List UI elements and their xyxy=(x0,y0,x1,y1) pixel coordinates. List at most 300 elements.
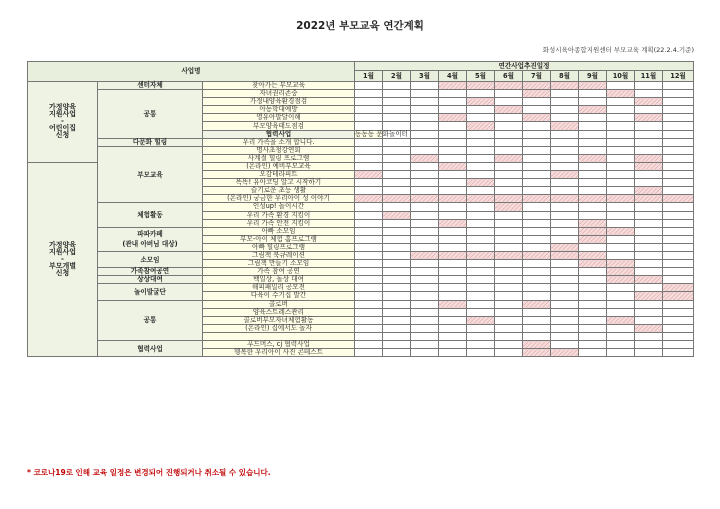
month-cell xyxy=(467,235,495,243)
program-name: 아빠 힐링프로그램 xyxy=(203,243,355,251)
month-cell xyxy=(495,268,523,276)
month-cell xyxy=(523,122,551,130)
month-cell xyxy=(523,187,551,195)
month-cell xyxy=(439,138,467,146)
scheduled-month-cell xyxy=(579,195,607,203)
month-cell xyxy=(495,122,523,130)
month-cell xyxy=(663,187,694,195)
month-cell xyxy=(411,268,439,276)
month-cell xyxy=(579,122,607,130)
month-cell xyxy=(439,268,467,276)
scheduled-month-cell xyxy=(607,90,635,98)
month-cell xyxy=(523,276,551,284)
month-cell xyxy=(411,146,439,154)
month-cell xyxy=(355,341,383,349)
month-cell xyxy=(607,243,635,251)
month-cell xyxy=(579,146,607,154)
scheduled-month-cell xyxy=(551,349,579,357)
program-name: 동동동 문화놀이터 xyxy=(355,129,409,138)
month-cell xyxy=(467,90,495,98)
month-cell xyxy=(607,211,635,219)
month-cell xyxy=(635,90,663,98)
month-cell xyxy=(663,154,694,162)
scheduled-month-cell xyxy=(467,82,495,90)
program-name: 인성up! 놀이시간 xyxy=(203,203,355,211)
month-cell xyxy=(663,332,694,340)
scheduled-month-cell xyxy=(467,179,495,187)
month-cell xyxy=(607,219,635,227)
month-cell xyxy=(355,243,383,251)
month-cell xyxy=(383,349,411,357)
month-cell xyxy=(579,171,607,179)
scheduled-month-cell xyxy=(355,195,383,203)
scheduled-month-cell xyxy=(635,276,663,284)
month-cell xyxy=(607,203,635,211)
month-cell xyxy=(663,276,694,284)
month-cell xyxy=(439,211,467,219)
month-cell xyxy=(663,235,694,243)
month-cell xyxy=(495,324,523,332)
month-cell xyxy=(355,187,383,195)
month-cell xyxy=(663,82,694,90)
month-cell xyxy=(607,171,635,179)
scheduled-month-cell xyxy=(495,195,523,203)
month-cell xyxy=(607,154,635,162)
month-header: 3월 xyxy=(411,71,439,82)
month-cell xyxy=(467,171,495,179)
month-cell xyxy=(523,106,551,114)
program-name: 슬기로운 초등 생활 xyxy=(203,187,355,195)
month-cell xyxy=(495,219,523,227)
month-cell xyxy=(663,243,694,251)
program-name: 우리 가족을 소개 합니다. xyxy=(203,138,355,146)
month-cell xyxy=(579,187,607,195)
month-cell xyxy=(635,179,663,187)
document-subtitle: 화성시육아종합지원센터 부모교육 계획(22.2.4.기준) xyxy=(542,46,694,54)
annual-plan-table xyxy=(27,61,694,357)
scheduled-month-cell xyxy=(635,154,663,162)
month-cell xyxy=(635,211,663,219)
month-cell xyxy=(495,284,523,292)
category-label: 공통 xyxy=(98,300,203,340)
scheduled-month-cell xyxy=(467,98,495,106)
month-cell xyxy=(355,219,383,227)
month-cell xyxy=(551,146,579,154)
month-cell xyxy=(467,349,495,357)
category-label: 협력사업 xyxy=(203,130,355,138)
month-cell xyxy=(607,251,635,259)
month-cell xyxy=(439,203,467,211)
month-cell xyxy=(635,341,663,349)
month-cell xyxy=(411,227,439,235)
month-cell xyxy=(411,187,439,195)
month-cell xyxy=(523,130,551,138)
scheduled-month-cell xyxy=(495,154,523,162)
program-name: 아동학대예방 xyxy=(203,106,355,114)
month-cell xyxy=(355,162,383,170)
month-header: 11월 xyxy=(635,71,663,82)
table-row xyxy=(28,268,694,276)
month-cell xyxy=(663,138,694,146)
program-name: 영유아발달이해 xyxy=(203,114,355,122)
month-cell xyxy=(579,349,607,357)
program-name: 사계절 힐링 프로그램 xyxy=(203,154,355,162)
scheduled-month-cell xyxy=(607,268,635,276)
scheduled-month-cell xyxy=(635,324,663,332)
month-cell xyxy=(411,106,439,114)
month-cell xyxy=(523,316,551,324)
month-cell xyxy=(663,251,694,259)
scheduled-month-cell xyxy=(523,90,551,98)
month-cell xyxy=(663,162,694,170)
month-cell xyxy=(355,203,383,211)
scheduled-month-cell xyxy=(607,316,635,324)
month-cell xyxy=(523,203,551,211)
month-cell xyxy=(495,300,523,308)
month-cell xyxy=(411,324,439,332)
month-cell xyxy=(467,292,495,300)
month-cell xyxy=(635,106,663,114)
month-cell xyxy=(495,98,523,106)
program-name: 가족 참여 공연 xyxy=(203,268,355,276)
month-cell xyxy=(355,179,383,187)
month-cell xyxy=(579,268,607,276)
program-name: 백일상, 돌상 대여 xyxy=(203,276,355,284)
table-row xyxy=(28,227,694,235)
month-cell xyxy=(355,251,383,259)
month-cell xyxy=(551,300,579,308)
month-cell xyxy=(551,179,579,187)
month-cell xyxy=(355,332,383,340)
program-name: 그림책 만들기 소모임 xyxy=(203,260,355,268)
month-cell xyxy=(383,243,411,251)
month-header: 9월 xyxy=(579,71,607,82)
month-cell xyxy=(439,179,467,187)
month-cell xyxy=(439,146,467,154)
program-name: 해피패밀리 공모전 xyxy=(203,284,355,292)
scheduled-month-cell xyxy=(495,203,523,211)
scheduled-month-cell xyxy=(663,284,694,292)
month-cell xyxy=(579,243,607,251)
month-cell xyxy=(551,203,579,211)
program-name: 양육스트레스관리 xyxy=(203,308,355,316)
month-cell xyxy=(439,284,467,292)
scheduled-month-cell xyxy=(635,292,663,300)
month-cell xyxy=(523,268,551,276)
month-cell xyxy=(523,211,551,219)
month-cell xyxy=(551,114,579,122)
scheduled-month-cell xyxy=(579,106,607,114)
month-cell xyxy=(467,260,495,268)
month-cell xyxy=(411,171,439,179)
month-cell xyxy=(411,114,439,122)
month-cell xyxy=(467,268,495,276)
month-cell xyxy=(551,332,579,340)
table-row xyxy=(28,203,694,211)
month-cell xyxy=(551,154,579,162)
month-cell xyxy=(355,211,383,219)
scheduled-month-cell xyxy=(439,82,467,90)
month-cell xyxy=(551,316,579,324)
month-cell xyxy=(663,90,694,98)
table-row xyxy=(28,146,694,154)
month-cell xyxy=(383,106,411,114)
month-cell xyxy=(495,349,523,357)
month-cell xyxy=(663,203,694,211)
month-cell xyxy=(579,138,607,146)
month-cell xyxy=(411,260,439,268)
month-cell xyxy=(383,90,411,98)
month-cell xyxy=(607,300,635,308)
month-cell xyxy=(579,98,607,106)
scheduled-month-cell xyxy=(635,162,663,170)
month-cell xyxy=(383,82,411,90)
month-cell xyxy=(635,349,663,357)
month-cell xyxy=(635,146,663,154)
month-cell xyxy=(383,171,411,179)
month-cell xyxy=(551,211,579,219)
month-cell xyxy=(579,316,607,324)
month-cell xyxy=(635,171,663,179)
month-cell xyxy=(635,300,663,308)
month-cell xyxy=(495,90,523,98)
month-cell xyxy=(523,308,551,316)
scheduled-month-cell xyxy=(467,251,495,259)
scheduled-month-cell xyxy=(495,106,523,114)
month-cell xyxy=(383,122,411,130)
month-cell xyxy=(495,146,523,154)
month-cell xyxy=(495,138,523,146)
month-cell xyxy=(579,162,607,170)
month-cell xyxy=(383,268,411,276)
scheduled-month-cell xyxy=(607,260,635,268)
month-cell xyxy=(523,98,551,106)
program-name: 가정내양육환경점검 xyxy=(203,98,355,106)
month-cell xyxy=(551,98,579,106)
month-cell xyxy=(411,300,439,308)
month-cell xyxy=(439,154,467,162)
month-cell xyxy=(663,171,694,179)
covid-notice: * 코로나19로 인해 교육 일정은 변경되어 진행되거나 취소될 수 있습니다. xyxy=(27,468,271,477)
month-cell xyxy=(355,227,383,235)
month-cell xyxy=(355,82,383,90)
month-cell xyxy=(579,292,607,300)
month-cell xyxy=(551,284,579,292)
month-cell xyxy=(663,122,694,130)
scheduled-month-cell xyxy=(551,243,579,251)
scheduled-month-cell xyxy=(579,251,607,259)
month-cell xyxy=(495,227,523,235)
month-cell xyxy=(411,122,439,130)
month-cell xyxy=(355,324,383,332)
month-cell xyxy=(635,122,663,130)
month-cell xyxy=(579,284,607,292)
month-cell xyxy=(383,235,411,243)
month-cell xyxy=(467,276,495,284)
month-cell xyxy=(495,308,523,316)
month-cell xyxy=(663,98,694,106)
month-cell xyxy=(439,292,467,300)
month-cell xyxy=(411,90,439,98)
month-cell xyxy=(607,179,635,187)
month-cell xyxy=(411,138,439,146)
month-cell xyxy=(439,90,467,98)
scheduled-month-cell xyxy=(607,227,635,235)
month-cell xyxy=(579,203,607,211)
month-cell xyxy=(411,219,439,227)
month-cell xyxy=(467,211,495,219)
month-cell xyxy=(355,98,383,106)
month-cell xyxy=(663,114,694,122)
month-header: 7월 xyxy=(523,71,551,82)
scheduled-month-cell xyxy=(523,82,551,90)
month-cell xyxy=(467,332,495,340)
scheduled-month-cell xyxy=(495,251,523,259)
scheduled-month-cell xyxy=(635,187,663,195)
month-cell xyxy=(467,154,495,162)
category-label: 센터자체 xyxy=(98,82,203,90)
month-cell xyxy=(355,316,383,324)
scheduled-month-cell xyxy=(523,114,551,122)
month-cell xyxy=(355,114,383,122)
schedule-header: 연간사업추진일정 xyxy=(355,62,694,71)
scheduled-month-cell xyxy=(523,251,551,259)
month-cell xyxy=(607,106,635,114)
month-cell xyxy=(635,268,663,276)
month-cell xyxy=(383,284,411,292)
scheduled-month-cell xyxy=(439,300,467,308)
month-cell xyxy=(607,114,635,122)
month-cell xyxy=(439,243,467,251)
scheduled-month-cell xyxy=(523,341,551,349)
program-name: 그림책 북큐레이션 xyxy=(203,251,355,259)
month-cell xyxy=(523,146,551,154)
month-cell xyxy=(411,98,439,106)
month-cell xyxy=(439,341,467,349)
scheduled-month-cell xyxy=(383,211,411,219)
month-cell xyxy=(523,332,551,340)
month-cell xyxy=(607,292,635,300)
month-cell xyxy=(523,162,551,170)
month-cell xyxy=(355,90,383,98)
category-label: 파파카페 (관내 아버님 대상) xyxy=(98,227,203,251)
month-cell xyxy=(663,130,694,138)
month-cell xyxy=(383,162,411,170)
category-label: 공통 xyxy=(98,90,203,139)
scheduled-month-cell xyxy=(579,154,607,162)
scheduled-month-cell xyxy=(579,219,607,227)
month-cell xyxy=(495,292,523,300)
month-cell xyxy=(355,106,383,114)
month-cell xyxy=(411,82,439,90)
month-cell xyxy=(467,324,495,332)
program-name: 똑똑! 유아코딩 알고 시작하기 xyxy=(203,179,355,187)
month-cell xyxy=(495,171,523,179)
month-cell xyxy=(439,324,467,332)
category-label: 협력사업 xyxy=(98,341,203,357)
month-cell xyxy=(551,268,579,276)
month-cell xyxy=(663,211,694,219)
month-cell xyxy=(495,260,523,268)
program-name: 다육이 수기집 발간 xyxy=(203,292,355,300)
scheduled-month-cell xyxy=(355,171,383,179)
month-cell xyxy=(551,138,579,146)
scheduled-month-cell xyxy=(495,82,523,90)
program-name: 행복한 우리아이 사진 콘테스트 xyxy=(203,349,355,357)
scheduled-month-cell xyxy=(551,171,579,179)
month-cell xyxy=(607,130,635,138)
month-cell xyxy=(635,243,663,251)
scheduled-month-cell xyxy=(607,276,635,284)
month-cell xyxy=(383,187,411,195)
month-cell xyxy=(607,187,635,195)
month-cell xyxy=(467,114,495,122)
month-cell xyxy=(467,308,495,316)
month-cell xyxy=(551,219,579,227)
month-header: 4월 xyxy=(439,71,467,82)
month-cell xyxy=(607,341,635,349)
program-name: 명사초청강연회 xyxy=(203,146,355,154)
month-cell xyxy=(523,235,551,243)
program-name: 찾아가는 부모교육 xyxy=(203,82,355,90)
month-cell xyxy=(579,324,607,332)
month-cell xyxy=(439,130,467,138)
month-cell xyxy=(495,276,523,284)
month-cell xyxy=(411,243,439,251)
scheduled-month-cell xyxy=(635,195,663,203)
month-cell xyxy=(663,341,694,349)
table-row xyxy=(28,300,694,308)
month-cell xyxy=(411,284,439,292)
scheduled-month-cell xyxy=(383,195,411,203)
month-cell xyxy=(607,235,635,243)
month-cell xyxy=(383,260,411,268)
month-cell xyxy=(495,187,523,195)
month-cell xyxy=(579,308,607,316)
month-cell xyxy=(523,324,551,332)
month-cell xyxy=(411,276,439,284)
month-cell xyxy=(635,251,663,259)
month-cell xyxy=(551,292,579,300)
month-cell xyxy=(607,122,635,130)
month-cell xyxy=(411,130,439,138)
category-label: 부모교육 xyxy=(98,146,203,203)
month-cell xyxy=(663,308,694,316)
category-label: 상상대여 xyxy=(98,276,203,284)
month-cell xyxy=(663,146,694,154)
month-cell xyxy=(467,243,495,251)
month-cell xyxy=(663,349,694,357)
month-cell xyxy=(663,219,694,227)
month-cell xyxy=(383,292,411,300)
month-cell xyxy=(355,154,383,162)
month-cell xyxy=(355,122,383,130)
table-row xyxy=(28,82,694,90)
month-cell xyxy=(439,332,467,340)
month-cell xyxy=(523,179,551,187)
month-cell xyxy=(467,146,495,154)
scheduled-month-cell xyxy=(607,195,635,203)
month-cell xyxy=(523,227,551,235)
scheduled-month-cell xyxy=(551,122,579,130)
group-label: 가정양육 지원사업 - 부모개별 신청 xyxy=(28,162,98,356)
month-cell xyxy=(579,341,607,349)
month-cell xyxy=(411,235,439,243)
month-cell xyxy=(467,203,495,211)
month-cell xyxy=(579,332,607,340)
month-cell xyxy=(439,227,467,235)
month-cell xyxy=(383,324,411,332)
